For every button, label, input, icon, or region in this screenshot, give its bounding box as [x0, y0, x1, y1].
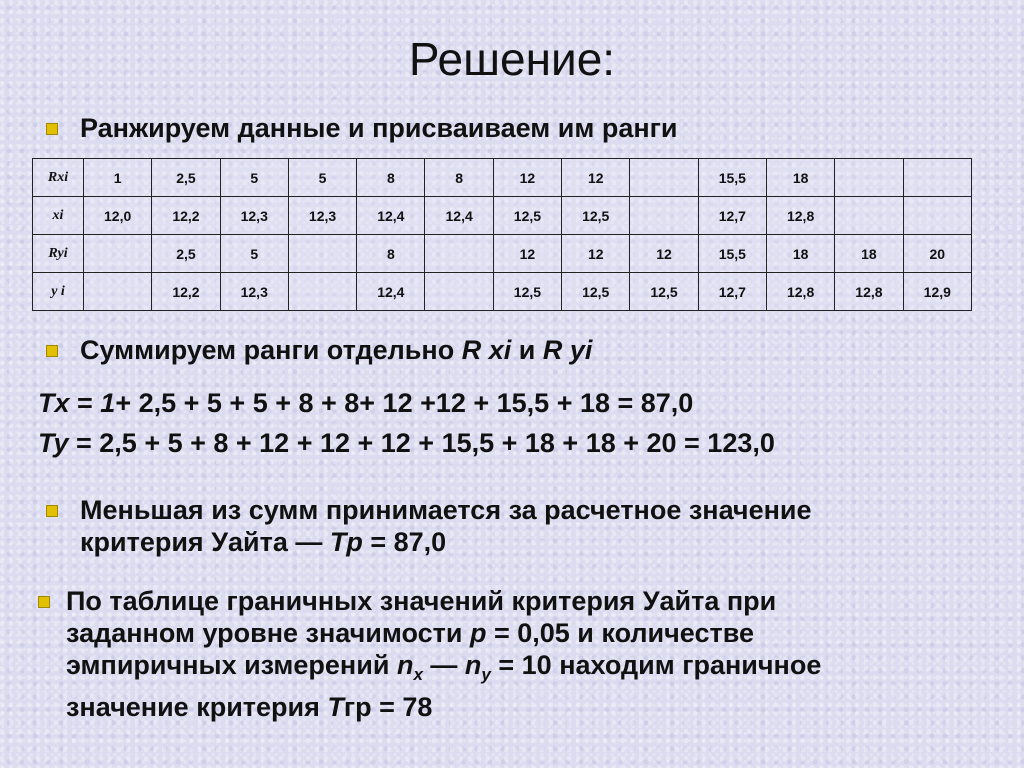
table-row: [33, 235, 972, 273]
table-cell: 12,2: [152, 273, 220, 311]
text-part: гр = 78: [343, 692, 433, 722]
ty-symbol: Ty: [38, 428, 69, 458]
table-cell: 12,5: [562, 197, 630, 235]
p-symbol: p: [469, 618, 487, 648]
table-cell: [425, 273, 493, 311]
table-cell: 5: [288, 159, 356, 197]
tp-symbol: Tp: [329, 527, 363, 557]
bullet-min-sum: [46, 494, 812, 558]
formula-part: 1: [100, 388, 116, 418]
table-cell: 12,5: [562, 273, 630, 311]
table-cell: [630, 197, 698, 235]
bullet-square-icon: [38, 596, 50, 608]
ny-subscript: y: [481, 665, 491, 684]
table-cell: 1: [84, 159, 152, 197]
text-line: По таблице граничных значений критерия Уайта при: [66, 586, 777, 616]
table-cell: 12,8: [766, 197, 834, 235]
table-cell: [835, 197, 903, 235]
table-cell: 12,9: [903, 273, 971, 311]
table-cell: 5: [220, 235, 288, 273]
table-cell: [425, 235, 493, 273]
formula-part: = 2,5 + 5 + 8 + 12 + 12 + 12 + 15,5 + 18 + 18 + 20 = 123,0: [68, 428, 775, 458]
table-cell: 12: [562, 235, 630, 273]
table-cell: 12,5: [630, 273, 698, 311]
table-cell: 8: [357, 235, 425, 273]
table-cell: 2,5: [152, 235, 220, 273]
ranks-table: [32, 158, 972, 311]
table-cell: 12,4: [357, 273, 425, 311]
tx-symbol: Tx: [38, 388, 70, 418]
slide-title: Решение:: [408, 33, 616, 85]
table-cell: 12: [562, 159, 630, 197]
table-cell: 8: [425, 159, 493, 197]
table-cell: [630, 159, 698, 197]
ny-symbol: n: [464, 650, 482, 680]
formula-tx: [38, 388, 693, 419]
bullet-text: [80, 494, 812, 558]
table-cell: 12,8: [766, 273, 834, 311]
table-cell: 12,3: [220, 273, 288, 311]
table-cell: 2,5: [152, 159, 220, 197]
row-header-cell: Ryi: [33, 235, 84, 273]
bullet-square-icon: [46, 123, 58, 135]
table-cell: [903, 197, 971, 235]
nx-subscript: x: [413, 665, 423, 684]
bullet-boundary-value: [38, 585, 821, 723]
table-cell: [835, 159, 903, 197]
formula-part: =: [69, 388, 101, 418]
table-cell: 12,4: [357, 197, 425, 235]
table-cell: [288, 235, 356, 273]
table-cell: 8: [357, 159, 425, 197]
row-header-cell: xi: [33, 197, 84, 235]
table-cell: 12,8: [835, 273, 903, 311]
t-symbol: T: [327, 692, 344, 722]
table-cell: [903, 159, 971, 197]
bullet-square-icon: [46, 505, 58, 517]
table-cell: 12,7: [698, 197, 766, 235]
table-row: [33, 273, 972, 311]
ry-label: R yi: [542, 335, 593, 365]
table-cell: 15,5: [698, 159, 766, 197]
table-cell: 12: [493, 235, 561, 273]
text-part: Суммируем ранги отдельно: [80, 335, 462, 365]
table-cell: 12,7: [698, 273, 766, 311]
bullet-rank-data: [46, 112, 678, 144]
table-row: [33, 159, 972, 197]
bullet-text: [80, 334, 592, 366]
formula-part: + 2,5 + 5 + 5 + 8 + 8+ 12 +12 + 15,5 + 18 = 87,0: [115, 388, 694, 418]
table-cell: 12: [493, 159, 561, 197]
row-header-cell: y i: [33, 273, 84, 311]
table-cell: [84, 273, 152, 311]
table-cell: 12,0: [84, 197, 152, 235]
table-cell: 18: [835, 235, 903, 273]
text-part: = 0,05 и количестве: [486, 618, 754, 648]
text-part: = 10 находим граничное: [490, 650, 822, 680]
text-part: эмпиричных измерений: [66, 650, 397, 680]
bullet-square-icon: [46, 345, 58, 357]
table-cell: 15,5: [698, 235, 766, 273]
table-cell: 18: [766, 159, 834, 197]
formula-ty: [38, 428, 775, 459]
table-cell: 12,5: [493, 197, 561, 235]
text-line: Меньшая из сумм принимается за расчетное значение: [80, 495, 812, 525]
bullet-sum-ranks: [46, 334, 592, 366]
text-part: и: [511, 335, 543, 365]
text-part: критерия Уайта —: [80, 527, 330, 557]
table-cell: 20: [903, 235, 971, 273]
row-header-cell: Rxi: [33, 159, 84, 197]
table-cell: [288, 273, 356, 311]
text-part: заданном уровне значимости: [66, 618, 470, 648]
table-cell: [84, 235, 152, 273]
table-cell: 12,2: [152, 197, 220, 235]
table-cell: 12,3: [288, 197, 356, 235]
table-cell: 12: [630, 235, 698, 273]
text-part: значение критерия: [66, 692, 328, 722]
table-cell: 12,4: [425, 197, 493, 235]
text-part: = 87,0: [362, 527, 447, 557]
bullet-text: Ранжируем данные и присваиваем им ранги: [80, 113, 678, 143]
table-cell: 12,3: [220, 197, 288, 235]
nx-symbol: n: [396, 650, 414, 680]
table-cell: 5: [220, 159, 288, 197]
table-cell: 12,5: [493, 273, 561, 311]
table-cell: 18: [766, 235, 834, 273]
text-part: —: [422, 650, 465, 680]
bullet-text: [66, 585, 821, 723]
rx-label: R xi: [461, 335, 512, 365]
table-row: [33, 197, 972, 235]
